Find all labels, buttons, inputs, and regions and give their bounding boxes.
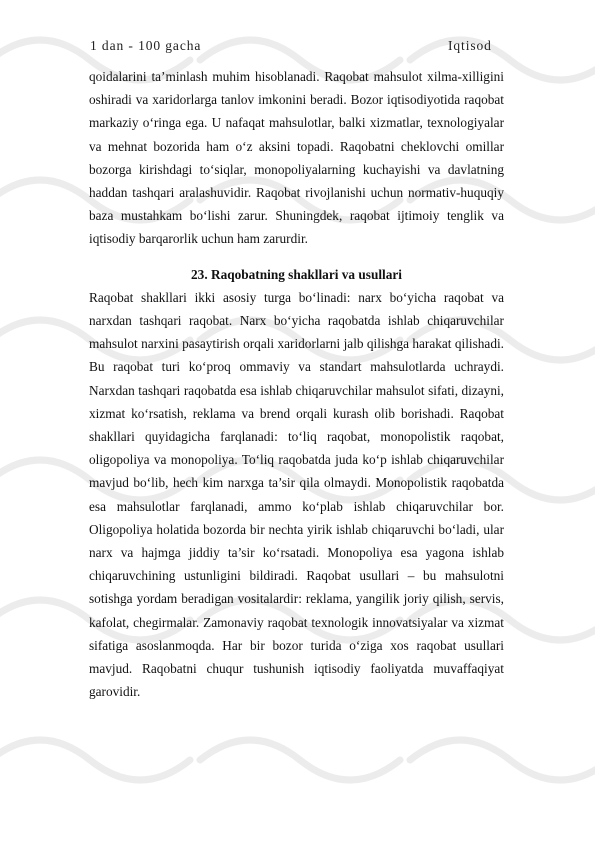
section-heading: 23. Raqobatning shakllari va usullari bbox=[191, 266, 402, 282]
document-body bbox=[89, 65, 504, 703]
paragraph-intro: qoidalarini ta’minlash muhim hisoblanadi. Raqobat mahsulot xilma-xilligini oshiradi va xaridorlarga tanlov imkonini beradi. Bozor iqtisodiyotida raqobat markaziy o‘ringa ega. U nafaqat mahsulotlar, balki xizmatlar, texnologiyalar va mehnat bozorida ham o‘z aksini topadi. Raqobatni cheklovchi omillar bozorga kirishdagi to‘siqlar, monopoliyalarning kuchayishi va davlatning haddan tashqari aralashuvidir. Raqobat rivojlanishi uchun normativ-huquqiy baza mustahkam bo‘lishi zarur. Shuningdek, raqobat ijtimoiy tenglik va iqtisodiy barqarorlik uchun ham zarurdir. bbox=[89, 69, 504, 247]
header-range: 1 dan - 100 gacha bbox=[90, 38, 202, 53]
page-header bbox=[90, 38, 510, 58]
paragraph-competition-forms: Raqobat shakllari ikki asosiy turga bo‘linadi: narx bo‘yicha raqobat va narxdan tashqari raqobat. Narx bo‘yicha raqobatda ishlab chiqaruvchilar mahsulot narxini pasaytirish orqali xaridorlarni jalb qilishga harakat qilishadi. Bu raqobat turi ko‘proq ommaviy va standart mahsulotlarda uchraydi. Narxdan tashqari raqobatda esa ishlab chiqaruvchilar mahsulot sifati, dizayni, xizmat ko‘rsatish, reklama va brend orqali kurash olib borishadi. Raqobat shakllari quyidagicha farqlanadi: to‘liq raqobat, monopolistik raqobat, oligopoliya va monopoliya. To‘liq raqobatda juda ko‘p ishlab chiqaruvchilar mavjud bo‘lib, hech kim narxga ta’sir qila olmaydi. Monopolistik raqobatda esa mahsulotlar farqlanadi, ammo ko‘plab ishlab chiqaruvchilar bor. Oligopoliya holatida bozorda bir nechta yirik ishlab chiqaruvchi bo‘ladi, ular narx va hajmga jiddiy ta’sir ko‘rsatadi. Monopoliya esa yagona ishlab chiqaruvchining ustunligini bildiradi. Raqobat usullari – bu mahsulotni sotishga yordam beradigan vositalardir: reklama, yangilik joriy qilish, servis, kafolat, chegirmalar. Zamonaviy raqobat texnologik innovatsiyalar va xizmat sifatiga asoslanmoqda. Har bir bozor turida o‘ziga xos raqobat usullari mavjud. Raqobatni chuqur tushunish iqtisodiy faoliyatda muvaffaqiyat garovidir. bbox=[89, 289, 504, 700]
header-subject: Iqtisod bbox=[448, 38, 492, 53]
